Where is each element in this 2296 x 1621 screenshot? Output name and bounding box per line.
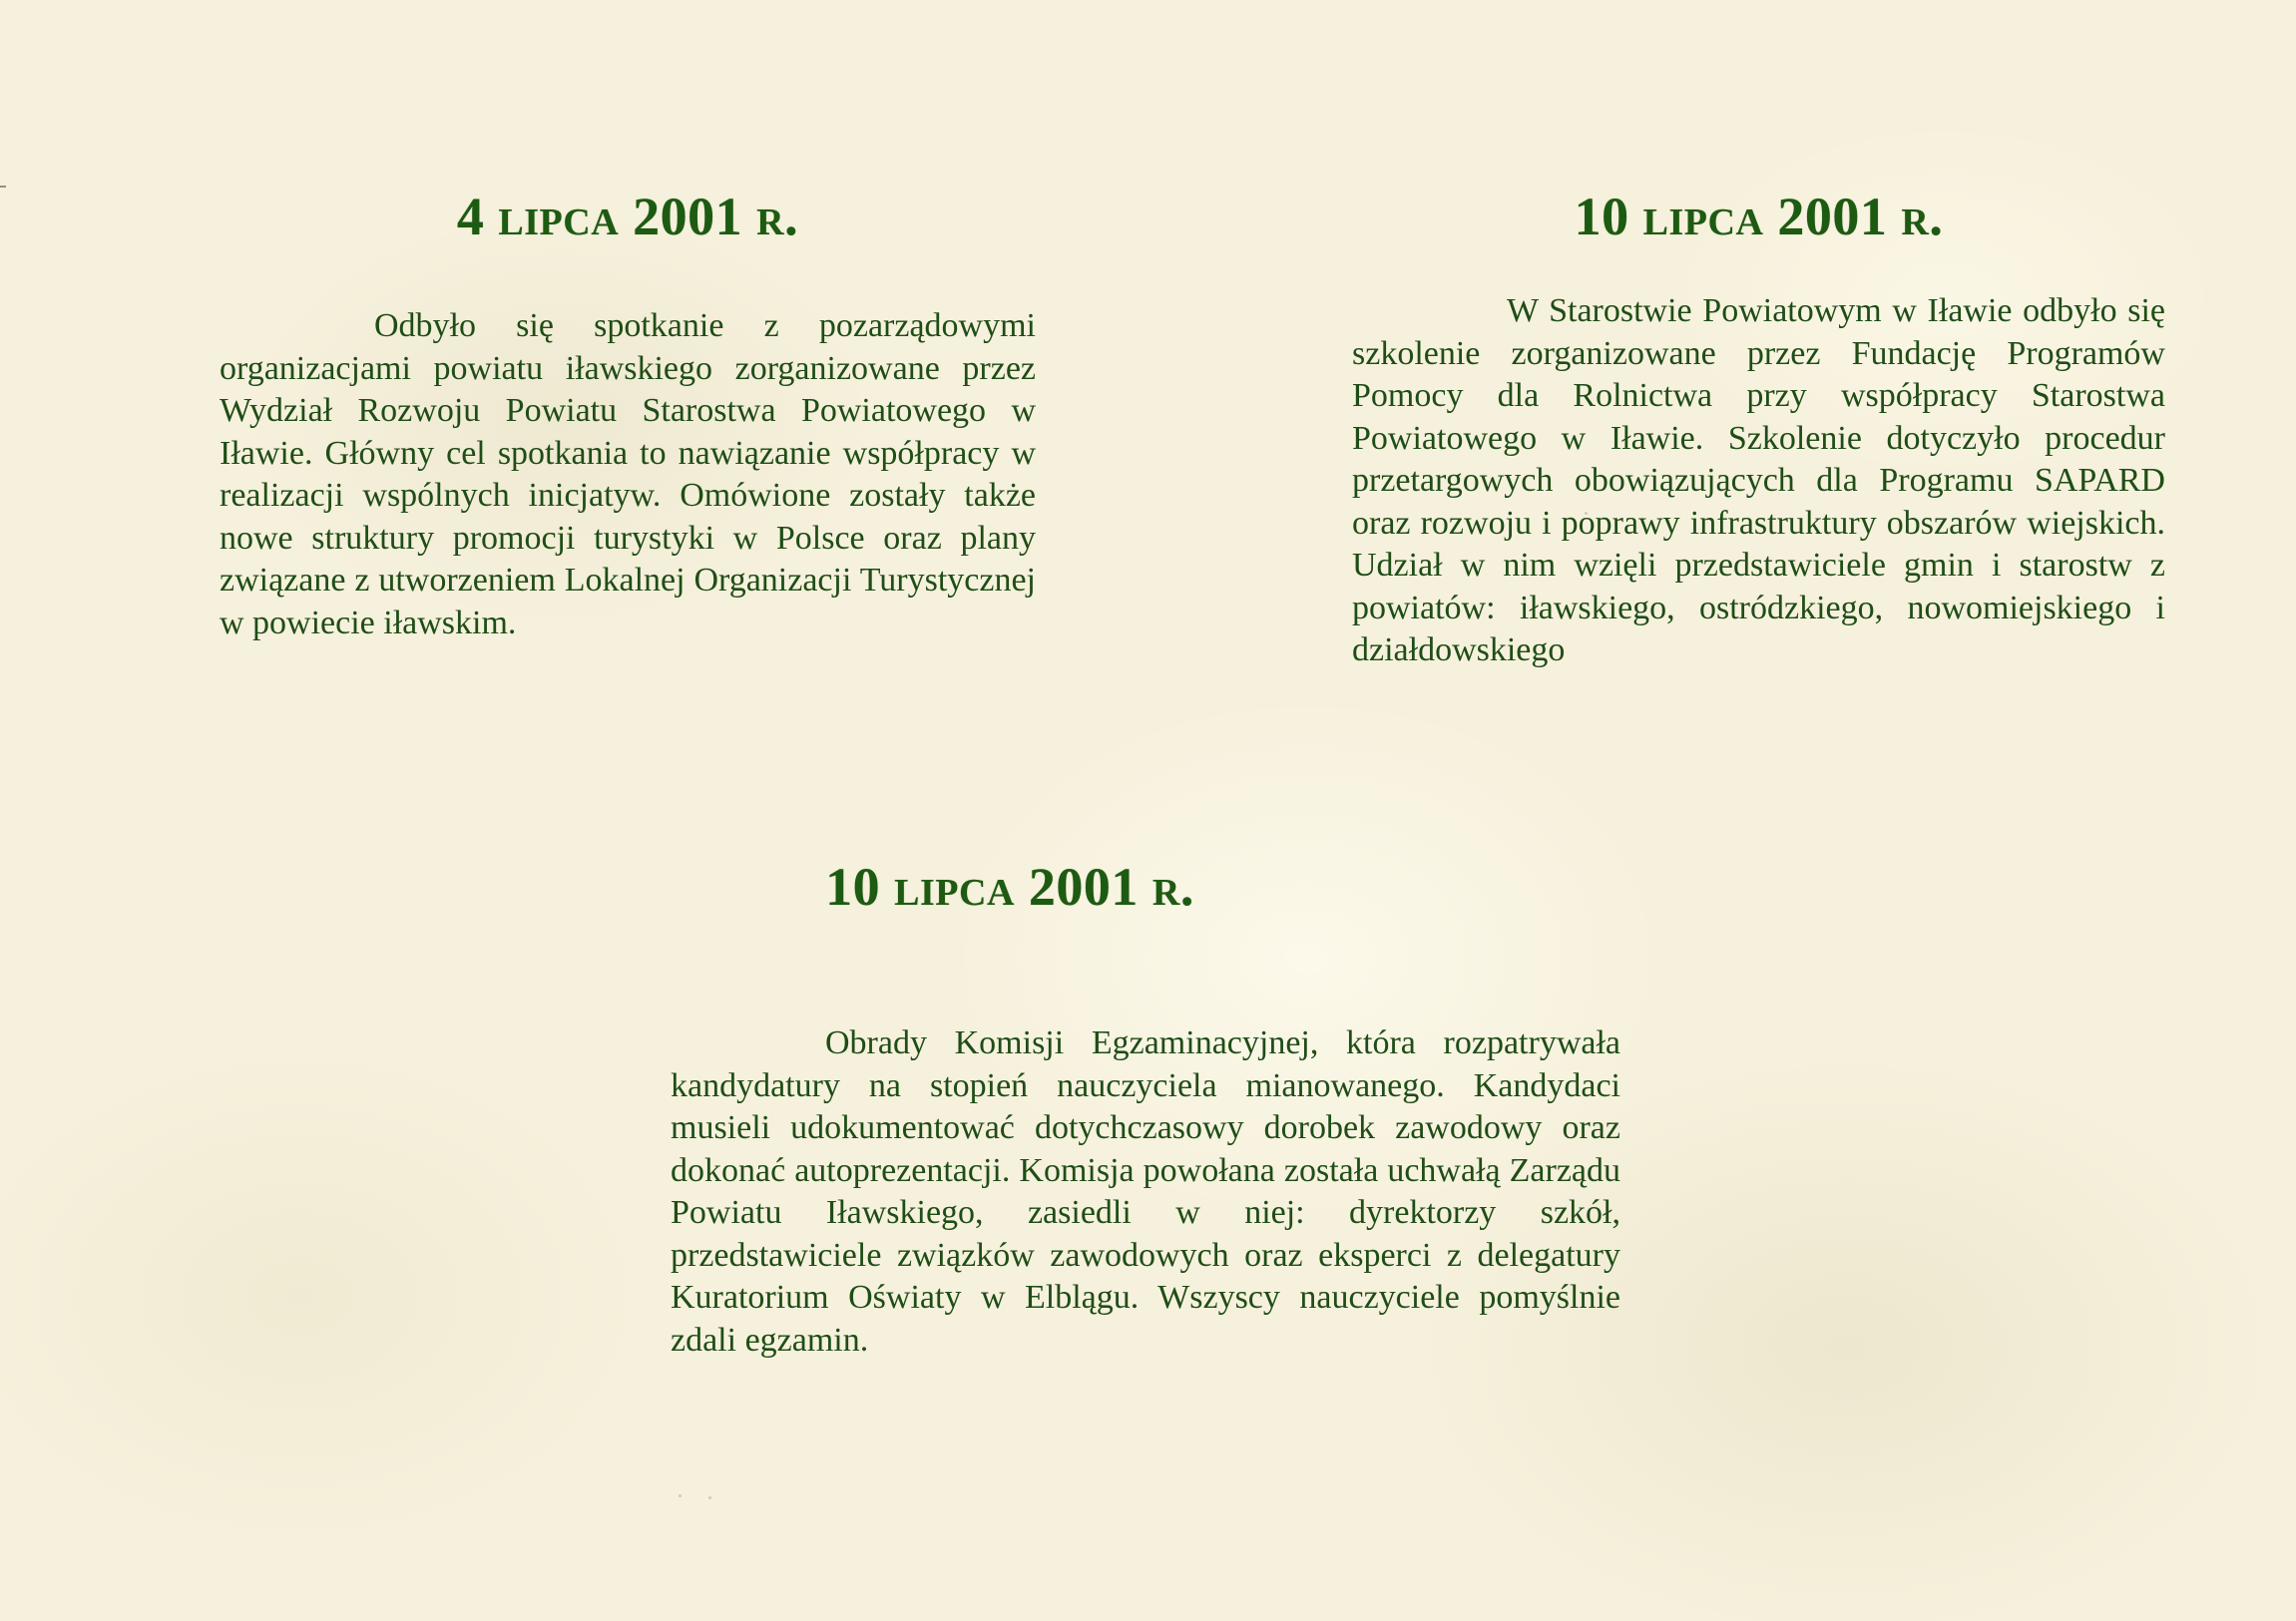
entry-text: W Starostwie Powiatowym w Iławie odbyło się szkolenie zorganizowane przez Fundację Programów Pomocy dla Rolnictwa przy współpracy Starostwa Powiatowego w Iławie. Szkolenie dotyczyło procedur przetargowych obowiązujących dla Programu SAPARD oraz rozwoju i poprawy infrastruktury obszarów wiejskich. Udział w nim wzięli przedstawiciele gmin i starostw z powiatów: iławskiego, ostródzkiego, nowomiejskiego i działdowskiego bbox=[1352, 292, 2165, 668]
paper-speck bbox=[708, 1496, 711, 1499]
chronicle-entry bbox=[1352, 187, 2165, 672]
entry-text: Obrady Komisji Egzaminacyjnej, która rozpatrywała kandydatury na stopień nauczyciela mianowanego. Kandydaci musieli udokumentować dotychczasowy dorobek zawodowy oraz dokonać autoprezentacji. Komisja powołana została uchwałą Zarządu Powiatu Iławskiego, zasiedli w niej: dyrektorzy szkół, przedstawiciele związków zawodowych oraz eksperci z delegatury Kuratorium Oświaty w Elblągu. Wszyscy nauczyciele pomyślnie zdali egzamin. bbox=[671, 1024, 1620, 1359]
entry-date-heading: 4 lipca 2001 r. bbox=[456, 187, 799, 246]
paper-speck bbox=[679, 1494, 682, 1497]
entry-date-heading: 10 lipca 2001 r. bbox=[1574, 187, 1944, 246]
entry-date-heading: 10 lipca 2001 r. bbox=[825, 857, 1194, 917]
chronicle-entry bbox=[220, 187, 1036, 644]
entry-text: Odbyło się spotkanie z pozarządowymi organizacjami powiatu iławskiego zorganizowane przez Wydział Rozwoju Powiatu Starostwa Powiatowego w Iławie. Główny cel spotkania to nawiązanie współpracy w realizacji wspólnych inicjatyw. Omówione zostały także nowe struktury promocji turystyki w Polsce oraz plany związane z utworzeniem Lokalnej Organizacji Turystycznej w powiecie iławskim. bbox=[220, 307, 1036, 641]
chronicle-entry bbox=[671, 857, 1620, 1362]
scan-edge-mark bbox=[0, 186, 6, 188]
